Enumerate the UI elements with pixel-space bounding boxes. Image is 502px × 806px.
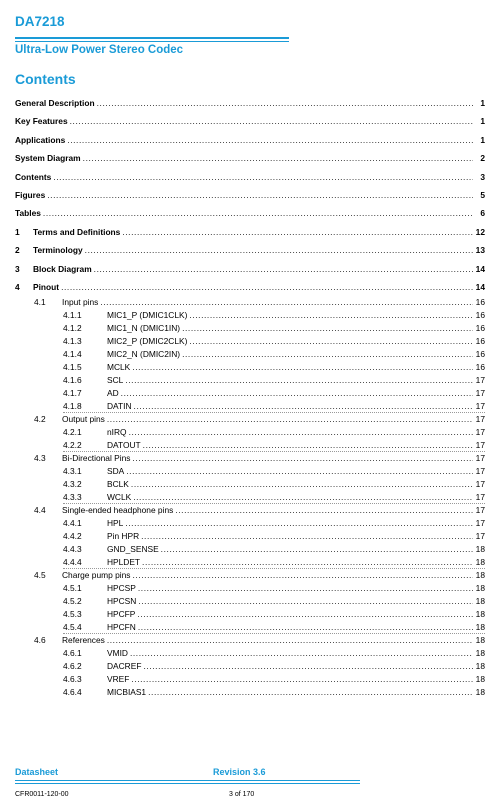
toc-entry-number: 4.5.2	[63, 596, 82, 607]
toc-entry-page: 14	[475, 281, 485, 292]
toc-entry[interactable]	[15, 260, 485, 278]
toc-leader-dots	[85, 241, 473, 259]
toc-entry-title: Input pins	[62, 297, 99, 308]
toc-entry-page: 17	[475, 427, 485, 438]
toc-leader-dots	[189, 335, 473, 348]
toc-leader-dots	[148, 686, 473, 699]
toc-entry-title: SDA	[107, 466, 125, 477]
toc-entry[interactable]	[15, 186, 485, 204]
toc-entry[interactable]	[15, 530, 485, 543]
toc-entry-number: 4.4.2	[63, 531, 82, 542]
toc-leader-dots	[141, 530, 473, 543]
toc-entry-title: References	[62, 635, 105, 646]
toc-entry-title: MIC1_N (DMIC1IN)	[107, 323, 181, 334]
toc-entry-page: 1	[480, 134, 485, 145]
toc-entry-page: 18	[475, 570, 485, 581]
toc-entry-number: 4.3.2	[63, 479, 82, 490]
toc-leader-dots	[94, 260, 473, 278]
toc-entry-page: 17	[475, 375, 485, 386]
toc-entry-title: System Diagram	[15, 153, 81, 164]
toc-leader-dots	[70, 112, 473, 130]
toc-entry-number: 4.1.6	[63, 375, 82, 386]
toc-entry-number: 4.5.1	[63, 583, 82, 594]
toc-entry[interactable]	[15, 673, 485, 686]
toc-entry-number: 4.5.4	[63, 622, 82, 633]
toc-entry-page: 17	[475, 479, 485, 490]
toc-leader-dots	[126, 465, 473, 478]
toc-entry[interactable]	[15, 149, 485, 167]
toc-entry[interactable]	[15, 348, 485, 361]
toc-entry-title: Pin HPR	[107, 531, 140, 542]
table-of-contents	[15, 94, 485, 699]
toc-entry-number: 4.2.1	[63, 427, 82, 438]
footer-revision: Revision 3.6	[213, 767, 266, 777]
toc-entry[interactable]	[15, 426, 485, 439]
toc-entry-title: MIC2_P (DMIC2CLK)	[107, 336, 188, 347]
toc-entry-page: 3	[480, 171, 485, 182]
toc-leader-dots	[125, 374, 473, 387]
toc-entry-page: 18	[475, 544, 485, 555]
toc-entry-page: 6	[480, 208, 485, 219]
toc-entry-number: 4.4.4	[63, 557, 82, 568]
toc-entry-number: 4.5	[34, 570, 46, 581]
toc-entry-page: 16	[475, 336, 485, 347]
toc-leader-dots	[125, 517, 473, 530]
toc-entry-page: 14	[475, 263, 485, 274]
toc-entry-number: 3	[15, 263, 20, 274]
toc-entry-page: 17	[475, 492, 485, 503]
toc-entry-number: 1	[15, 226, 20, 237]
toc-entry-number: 4.6.1	[63, 648, 82, 659]
footer-page-number: 3 of 170	[229, 791, 255, 798]
toc-entry[interactable]	[15, 543, 485, 556]
toc-entry-page: 16	[475, 323, 485, 334]
toc-entry-number: 4	[15, 281, 20, 292]
toc-entry-title: HPL	[107, 518, 124, 529]
toc-entry-title: MICBIAS1	[107, 687, 147, 698]
toc-entry[interactable]	[15, 241, 485, 259]
toc-entry[interactable]	[15, 647, 485, 660]
toc-leader-dots	[122, 223, 473, 241]
toc-entry[interactable]	[15, 112, 485, 130]
toc-entry-page: 18	[475, 635, 485, 646]
toc-entry[interactable]	[15, 595, 485, 608]
toc-leader-dots	[132, 452, 473, 465]
toc-entry-number: 4.4	[34, 505, 46, 516]
toc-entry-page: 17	[475, 401, 485, 412]
toc-entry[interactable]	[15, 309, 485, 322]
toc-entry-page: 17	[475, 453, 485, 464]
toc-entry-title: General Description	[15, 98, 95, 108]
toc-entry[interactable]	[15, 634, 485, 647]
toc-entry[interactable]	[15, 94, 485, 112]
toc-entry[interactable]	[15, 361, 485, 374]
toc-entry-title: nIRQ	[107, 427, 127, 438]
toc-entry-page: 18	[475, 661, 485, 672]
toc-entry-title: SCL	[107, 375, 124, 386]
footer-label: Datasheet	[15, 767, 59, 777]
toc-entry-page: 18	[475, 687, 485, 698]
toc-entry-title: DATOUT	[107, 440, 141, 451]
header-rule	[15, 37, 289, 39]
toc-entry-number: 4.1.2	[63, 323, 82, 334]
toc-entry-page: 17	[475, 388, 485, 399]
toc-leader-dots	[100, 296, 473, 309]
toc-entry-number: 4.5.3	[63, 609, 82, 620]
toc-entry-number: 4.1.1	[63, 310, 82, 321]
toc-leader-dots	[97, 94, 473, 112]
toc-entry[interactable]	[15, 504, 485, 517]
toc-leader-dots	[143, 660, 473, 673]
toc-entry-page: 17	[475, 440, 485, 451]
toc-entry-page: 5	[480, 189, 485, 200]
toc-entry-title: Bi-Directional Pins	[62, 453, 131, 464]
toc-entry-number: 4.1.4	[63, 349, 82, 360]
footer-code: CFR0011-120-00	[15, 791, 69, 798]
toc-leader-dots	[138, 595, 473, 608]
toc-entry-page: 18	[475, 648, 485, 659]
toc-entry-number: 4.1.5	[63, 362, 82, 373]
toc-entry[interactable]	[15, 387, 485, 400]
toc-leader-dots	[182, 322, 473, 335]
toc-leader-dots	[182, 348, 473, 361]
toc-entry-page: 2	[480, 153, 485, 164]
toc-entry-title: Contents	[15, 171, 52, 182]
toc-entry[interactable]	[15, 582, 485, 595]
toc-entry-title: Terms and Definitions	[33, 226, 121, 237]
toc-entry-number: 4.3.3	[63, 492, 82, 503]
toc-entry-number: 4.1.7	[63, 388, 82, 399]
toc-entry[interactable]	[15, 608, 485, 621]
toc-leader-dots	[131, 673, 473, 686]
toc-entry-page: 17	[475, 518, 485, 529]
toc-entry-page: 17	[475, 466, 485, 477]
contents-heading: Contents	[15, 71, 76, 87]
toc-entry-number: 4.4.3	[63, 544, 82, 555]
toc-entry[interactable]	[15, 569, 485, 582]
header-rule-thin	[15, 41, 289, 42]
toc-entry[interactable]	[15, 660, 485, 673]
toc-entry-number: 4.1	[34, 297, 46, 308]
toc-entry[interactable]	[15, 278, 485, 296]
toc-leader-dots	[132, 569, 473, 582]
toc-leader-dots	[61, 278, 473, 296]
toc-entry-number: 4.1.8	[63, 401, 82, 412]
toc-entry-title: HPCSN	[107, 596, 137, 607]
toc-entry[interactable]	[15, 168, 485, 186]
doc-subtitle: Ultra-Low Power Stereo Codec	[15, 44, 184, 56]
toc-entry[interactable]	[15, 296, 485, 309]
toc-entry-page: 1	[480, 116, 485, 127]
toc-leader-dots	[107, 413, 473, 426]
toc-entry[interactable]	[15, 374, 485, 387]
toc-entry-title: Applications	[15, 134, 66, 145]
toc-leader-dots	[189, 309, 473, 322]
doc-title: DA7218	[15, 14, 65, 29]
toc-entry[interactable]	[15, 322, 485, 335]
toc-entry-title: MIC2_N (DMIC2IN)	[107, 349, 181, 360]
toc-entry-number: 4.2	[34, 414, 46, 425]
toc-entry-title: WCLK	[107, 492, 132, 503]
toc-entry-title: Figures	[15, 189, 46, 200]
toc-entry-title: DACREF	[107, 661, 142, 672]
footer-rule	[15, 780, 360, 781]
toc-entry-number: 4.4.1	[63, 518, 82, 529]
toc-entry[interactable]	[15, 478, 485, 491]
toc-entry-title: Terminology	[33, 245, 83, 256]
toc-entry-title: HPCFP	[107, 609, 136, 620]
toc-entry-number: 4.6.4	[63, 687, 82, 698]
toc-leader-dots	[67, 131, 473, 149]
toc-entry[interactable]	[15, 223, 485, 241]
toc-entry-page: 18	[475, 674, 485, 685]
toc-entry-number: 4.6	[34, 635, 46, 646]
toc-entry[interactable]	[15, 439, 485, 452]
toc-entry-title: Block Diagram	[33, 263, 92, 274]
toc-leader-dots	[47, 186, 473, 204]
toc-entry-title: Key Features	[15, 116, 68, 127]
toc-entry-page: 16	[475, 310, 485, 321]
toc-entry-page: 16	[475, 349, 485, 360]
toc-entry-page: 18	[475, 583, 485, 594]
toc-leader-dots	[130, 647, 473, 660]
toc-entry-number: 4.6.2	[63, 661, 82, 672]
toc-entry-number: 2	[15, 245, 20, 256]
toc-entry-title: Output pins	[62, 414, 105, 425]
toc-entry-number: 4.3.1	[63, 466, 82, 477]
toc-entry[interactable]	[15, 452, 485, 465]
toc-entry-title: Charge pump pins	[62, 570, 131, 581]
toc-leader-dots	[83, 149, 473, 167]
toc-entry-page: 18	[475, 609, 485, 620]
toc-entry-title: AD	[107, 388, 119, 399]
toc-entry[interactable]	[15, 491, 485, 504]
toc-leader-dots	[138, 582, 473, 595]
toc-leader-dots	[129, 426, 473, 439]
toc-entry-number: 4.6.3	[63, 674, 82, 685]
footer-rule-thin	[15, 783, 360, 784]
toc-entry-title: Tables	[15, 208, 41, 219]
toc-entry-number: 4.3	[34, 453, 46, 464]
toc-entry[interactable]	[15, 335, 485, 348]
toc-leader-dots	[131, 478, 473, 491]
toc-entry[interactable]	[15, 621, 485, 634]
toc-entry-title: HPLDET	[107, 557, 141, 568]
toc-entry-page: 17	[475, 531, 485, 542]
toc-entry-title: Pinout	[33, 281, 60, 292]
toc-entry[interactable]	[15, 686, 485, 699]
toc-entry-title: BCLK	[107, 479, 129, 490]
toc-entry-title: MIC1_P (DMIC1CLK)	[107, 310, 188, 321]
toc-entry-title: HPCSP	[107, 583, 136, 594]
toc-entry-page: 16	[475, 362, 485, 373]
toc-entry[interactable]	[15, 517, 485, 530]
toc-leader-dots	[53, 168, 473, 186]
toc-entry-page: 1	[480, 98, 485, 108]
toc-entry-page: 17	[475, 505, 485, 516]
toc-leader-dots	[132, 361, 473, 374]
toc-entry-page: 12	[475, 226, 485, 237]
toc-entry[interactable]	[15, 131, 485, 149]
toc-entry-title: VREF	[107, 674, 130, 685]
toc-leader-dots	[121, 387, 473, 400]
toc-entry-page: 18	[475, 596, 485, 607]
toc-entry-page: 18	[475, 622, 485, 633]
toc-entry[interactable]	[15, 413, 485, 426]
toc-entry[interactable]	[15, 204, 485, 222]
toc-entry-title: VMID	[107, 648, 128, 659]
toc-entry-title: MCLK	[107, 362, 131, 373]
toc-leader-dots	[43, 204, 473, 222]
toc-leader-dots	[107, 634, 473, 647]
toc-entry-page: 18	[475, 557, 485, 568]
toc-leader-dots	[161, 543, 473, 556]
toc-entry[interactable]	[15, 556, 485, 569]
toc-entry-page: 16	[475, 297, 485, 308]
toc-entry[interactable]	[15, 400, 485, 413]
toc-entry-title: Single-ended headphone pins	[62, 505, 174, 516]
toc-entry-title: HPCFN	[107, 622, 136, 633]
toc-leader-dots	[175, 504, 473, 517]
toc-entry-page: 13	[475, 245, 485, 256]
toc-entry-title: GND_SENSE	[107, 544, 159, 555]
toc-leader-dots	[137, 608, 473, 621]
toc-entry-number: 4.1.3	[63, 336, 82, 347]
toc-entry-page: 17	[475, 414, 485, 425]
toc-entry-number: 4.2.2	[63, 440, 82, 451]
toc-entry[interactable]	[15, 465, 485, 478]
toc-entry-title: DATIN	[107, 401, 132, 412]
